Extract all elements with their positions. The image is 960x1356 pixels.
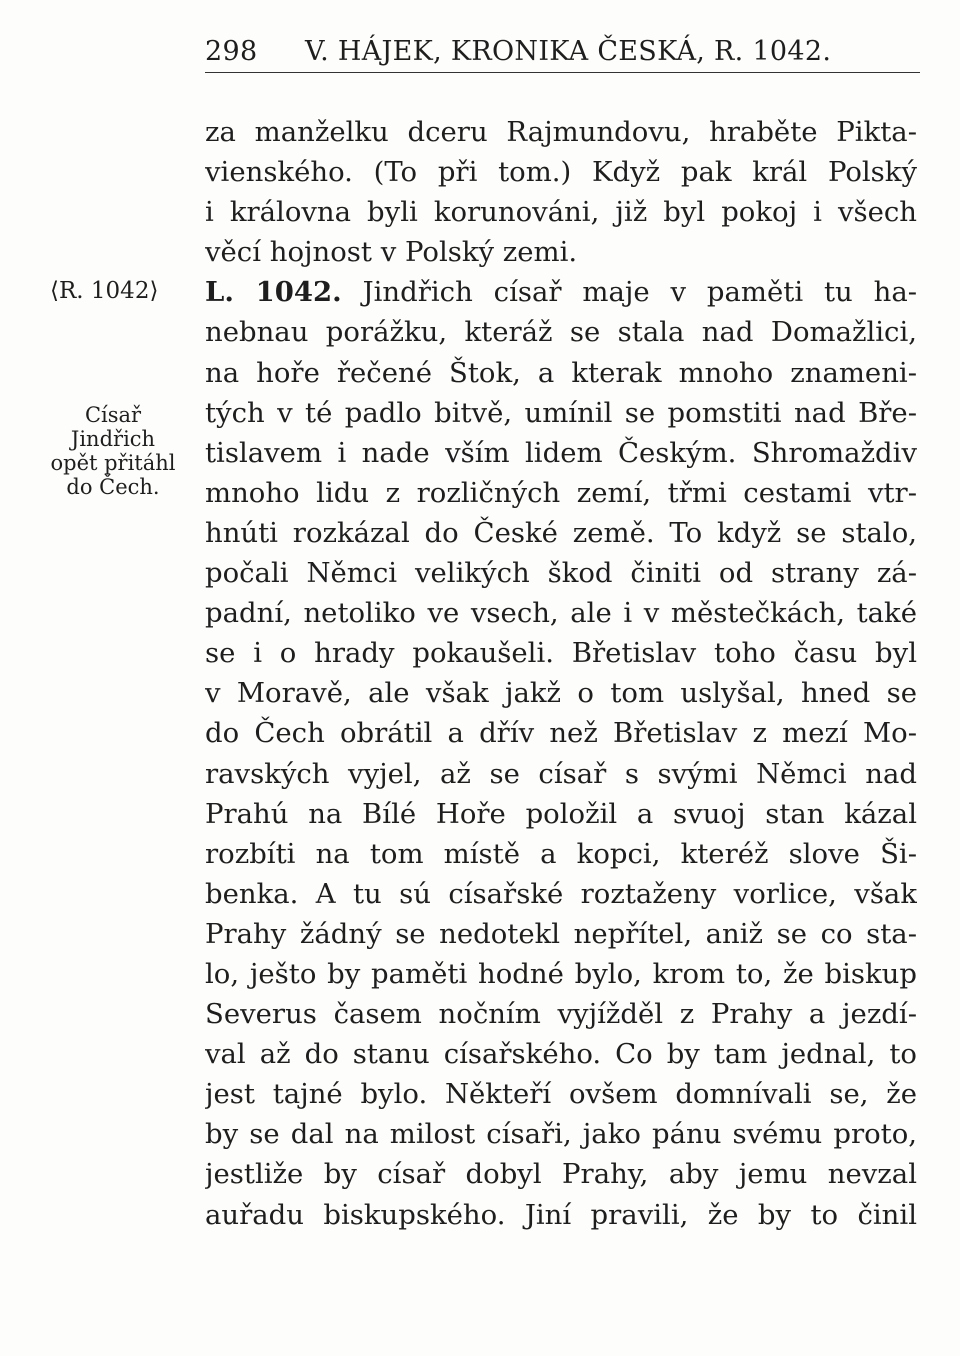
text-line: i královna byli korunováni, již byl pokoj i všech [205,196,917,229]
text-line-content: Jindřich císař maje v paměti tu ha- [362,276,917,309]
text-line: do Čech obrátil a dřív než Břetislav z mezí Mo- [205,717,917,750]
side-note-line: do Čech. [66,475,160,499]
text-line: tislavem i nade vším lidem Českým. Shromaždiv [205,436,917,469]
text-line-with-year [205,272,917,312]
text-line: tých v té padlo bitvě, umínil se pomstiti nad Bře- [205,396,917,429]
side-note-line: opět přitáhl [50,451,176,475]
text-line: za manželku dceru Rajmundovu, hraběte Pikta- [205,116,917,148]
header-rule [205,72,920,73]
text-line: ravských vyjel, až se císař s svými Němci nad [205,757,917,790]
text-line: auřadu biskupského. Jiní pravili, že by to činil [205,1198,917,1231]
text-line: v Moravě, ale však jakž o tom uslyšal, hned se [205,677,917,710]
side-note-line: Jindřich [70,427,156,451]
text-line: nebnau porážku, kteráž se stala nad Domažlici, [205,316,917,349]
running-head: V. HÁJEK, KRONIKA ČESKÁ, R. 1042. [305,36,832,67]
text-line: val až do stanu císařského. Co by tam jednal, to [205,1038,917,1071]
text-line: počali Němci velikých škod činiti od strany zá- [205,557,917,590]
text-line: se i o hrady pokaušeli. Břetislav toho času byl [205,637,917,670]
text-line: vienského. (To při tom.) Když pak král Polský [205,156,917,189]
text-line: Severus časem nočním vyjížděl z Prahy a jezdí- [205,998,917,1031]
text-line: Prahú na Bílé Hoře položil a svuoj stan kázal [205,797,917,830]
year-label: L. 1042. [205,276,342,309]
side-note-line: Císař [84,403,142,427]
text-line: rozbíti na tom místě a kopci, kteréž slove Ši- [205,837,917,870]
page-header [205,30,920,70]
text-line: hnúti rozkázal do České země. To když se stalo, [205,516,917,549]
text-line: jestliže by císař dobyl Prahy, aby jemu nevzal [205,1158,917,1191]
text-line: věcí hojnost v Polský zemi. [205,236,578,269]
text-line: by se dal na milost císaři, jako pánu svému proto, [205,1118,917,1151]
text-line: mnoho lidu z rozličných zemí, třmi cestami vtr- [205,476,917,509]
text-line: jest tajné bylo. Někteří ovšem domnívali se, že [205,1078,917,1111]
text-line: na hoře řečené Štok, a kterak mnoho znameni- [205,356,917,389]
text-line: benka. A tu sú císařské roztaženy vorlice, však [205,877,917,910]
text-line: padní, netoliko ve vsech, ale i v městečkách, také [205,597,917,630]
text-line: lo, ješto by paměti hodné bylo, krom to, že biskup [205,957,917,990]
margin-side-note [38,403,188,499]
page-number: 298 [205,36,258,67]
margin-year-note: ⟨R. 1042⟩ [50,278,159,304]
body-text [205,112,917,1235]
text-line: Prahy žádný se nedotekl nepřítel, aniž se co sta- [205,917,917,950]
